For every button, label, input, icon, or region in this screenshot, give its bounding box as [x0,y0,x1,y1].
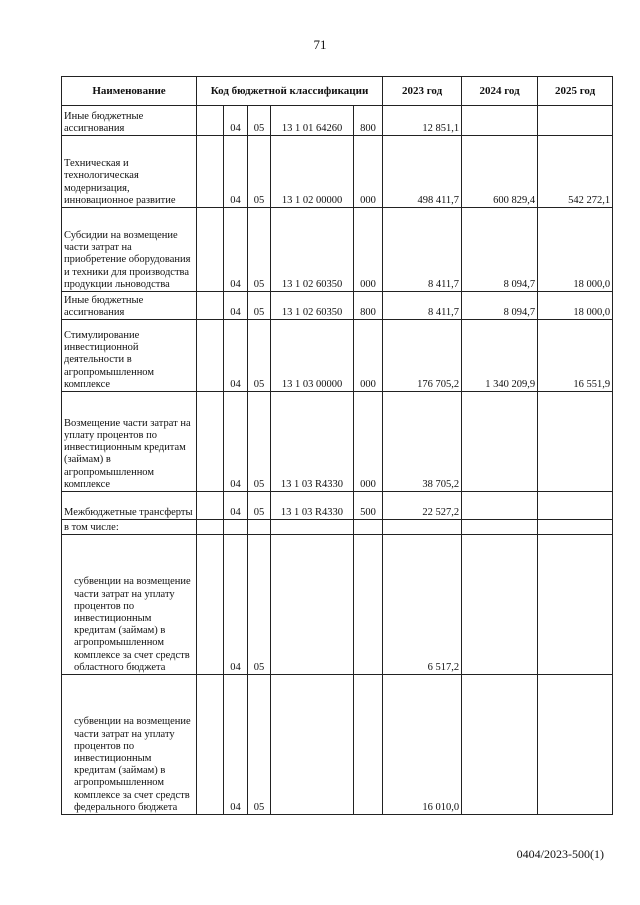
row-value-2025: 542 272,1 [538,136,613,208]
header-2023: 2023 год [383,77,462,106]
row-target-article: 13 1 03 00000 [271,320,354,392]
row-subsection: 05 [248,320,271,392]
row-value-2023: 8 411,7 [383,208,462,292]
row-value-2025 [538,106,613,136]
row-value-2024 [462,492,538,520]
row-subsection: 05 [248,535,271,675]
row-subsection: 05 [248,392,271,492]
row-name: субвенции на возмещение части затрат на уплату процентов по инвестиционным кредитам (займам) в агропромышленном комплексе за счет средств федерального бюджета [62,675,197,815]
row-subsection [248,520,271,535]
row-value-2025: 16 551,9 [538,320,613,392]
row-name: Межбюджетные трансферты [62,492,197,520]
row-expense-type: 500 [354,492,383,520]
row-target-article: 13 1 02 60350 [271,292,354,320]
row-section: 04 [224,535,248,675]
row-value-2023 [383,520,462,535]
row-value-2024: 1 340 209,9 [462,320,538,392]
row-value-2023: 8 411,7 [383,292,462,320]
row-subsection: 05 [248,208,271,292]
table-row [62,492,613,520]
row-name: Техническая и технологическая модернизация, инновационное развитие [62,136,197,208]
row-spacer [197,520,224,535]
row-value-2023: 12 851,1 [383,106,462,136]
row-section: 04 [224,392,248,492]
header-name: Наименование [62,77,197,106]
row-expense-type: 800 [354,292,383,320]
row-spacer [197,292,224,320]
row-value-2025 [538,492,613,520]
row-section: 04 [224,106,248,136]
table-row [62,292,613,320]
row-spacer [197,320,224,392]
page-number: 71 [313,37,327,52]
budget-table [61,76,613,815]
document-code: 0404/2023-500(1) [516,847,604,861]
row-expense-type: 800 [354,106,383,136]
row-target-article: 13 1 02 60350 [271,208,354,292]
row-value-2023: 176 705,2 [383,320,462,392]
row-target-article [271,520,354,535]
row-value-2024 [462,535,538,675]
row-name: Иные бюджетные ассигнования [62,106,197,136]
row-expense-type: 000 [354,320,383,392]
row-value-2024: 8 094,7 [462,292,538,320]
row-subsection: 05 [248,136,271,208]
row-spacer [197,208,224,292]
row-value-2024 [462,675,538,815]
row-expense-type [354,675,383,815]
row-section: 04 [224,492,248,520]
row-target-article: 13 1 01 64260 [271,106,354,136]
row-spacer [197,675,224,815]
header-2025: 2025 год [538,77,613,106]
row-expense-type: 000 [354,136,383,208]
row-subsection: 05 [248,675,271,815]
row-value-2024 [462,106,538,136]
row-section: 04 [224,136,248,208]
row-name: Возмещение части затрат на уплату процентов по инвестиционным кредитам (займам) в агропромышленном комплексе [62,392,197,492]
row-section: 04 [224,292,248,320]
row-name: субвенции на возмещение части затрат на уплату процентов по инвестиционным кредитам (займам) в агропромышленном комплексе за счет средств областного бюджета [62,535,197,675]
row-subsection: 05 [248,292,271,320]
row-name: Субсидии на возмещение части затрат на приобретение оборудования и техники для производства продукции льноводства [62,208,197,292]
row-spacer [197,535,224,675]
row-section: 04 [224,208,248,292]
table-row [62,520,613,535]
row-value-2025: 18 000,0 [538,208,613,292]
row-value-2023: 16 010,0 [383,675,462,815]
row-expense-type: 000 [354,392,383,492]
row-value-2024 [462,392,538,492]
table-row [62,208,613,292]
row-expense-type [354,520,383,535]
header-code: Код бюджетной классификации [197,77,383,106]
row-target-article: 13 1 03 R4330 [271,492,354,520]
row-expense-type: 000 [354,208,383,292]
row-value-2024: 600 829,4 [462,136,538,208]
table-row [62,320,613,392]
row-section [224,520,248,535]
row-spacer [197,136,224,208]
row-value-2025 [538,675,613,815]
table-row [62,675,613,815]
row-spacer [197,392,224,492]
row-value-2025 [538,520,613,535]
row-value-2023: 38 705,2 [383,392,462,492]
row-target-article [271,675,354,815]
row-section: 04 [224,320,248,392]
row-target-article [271,535,354,675]
row-name: в том числе: [62,520,197,535]
row-spacer [197,492,224,520]
row-section: 04 [224,675,248,815]
table-row [62,136,613,208]
row-target-article: 13 1 03 R4330 [271,392,354,492]
row-name: Иные бюджетные ассигнования [62,292,197,320]
row-expense-type [354,535,383,675]
row-subsection: 05 [248,492,271,520]
row-value-2024: 8 094,7 [462,208,538,292]
row-value-2024 [462,520,538,535]
row-subsection: 05 [248,106,271,136]
row-value-2025 [538,392,613,492]
header-2024: 2024 год [462,77,538,106]
table-row [62,535,613,675]
row-value-2023: 498 411,7 [383,136,462,208]
row-value-2023: 22 527,2 [383,492,462,520]
table-row [62,392,613,492]
row-spacer [197,106,224,136]
row-value-2025: 18 000,0 [538,292,613,320]
table-row [62,106,613,136]
row-value-2023: 6 517,2 [383,535,462,675]
row-target-article: 13 1 02 00000 [271,136,354,208]
row-value-2025 [538,535,613,675]
table-header-row [62,77,613,106]
row-name: Стимулирование инвестиционной деятельности в агропромышленном комплексе [62,320,197,392]
